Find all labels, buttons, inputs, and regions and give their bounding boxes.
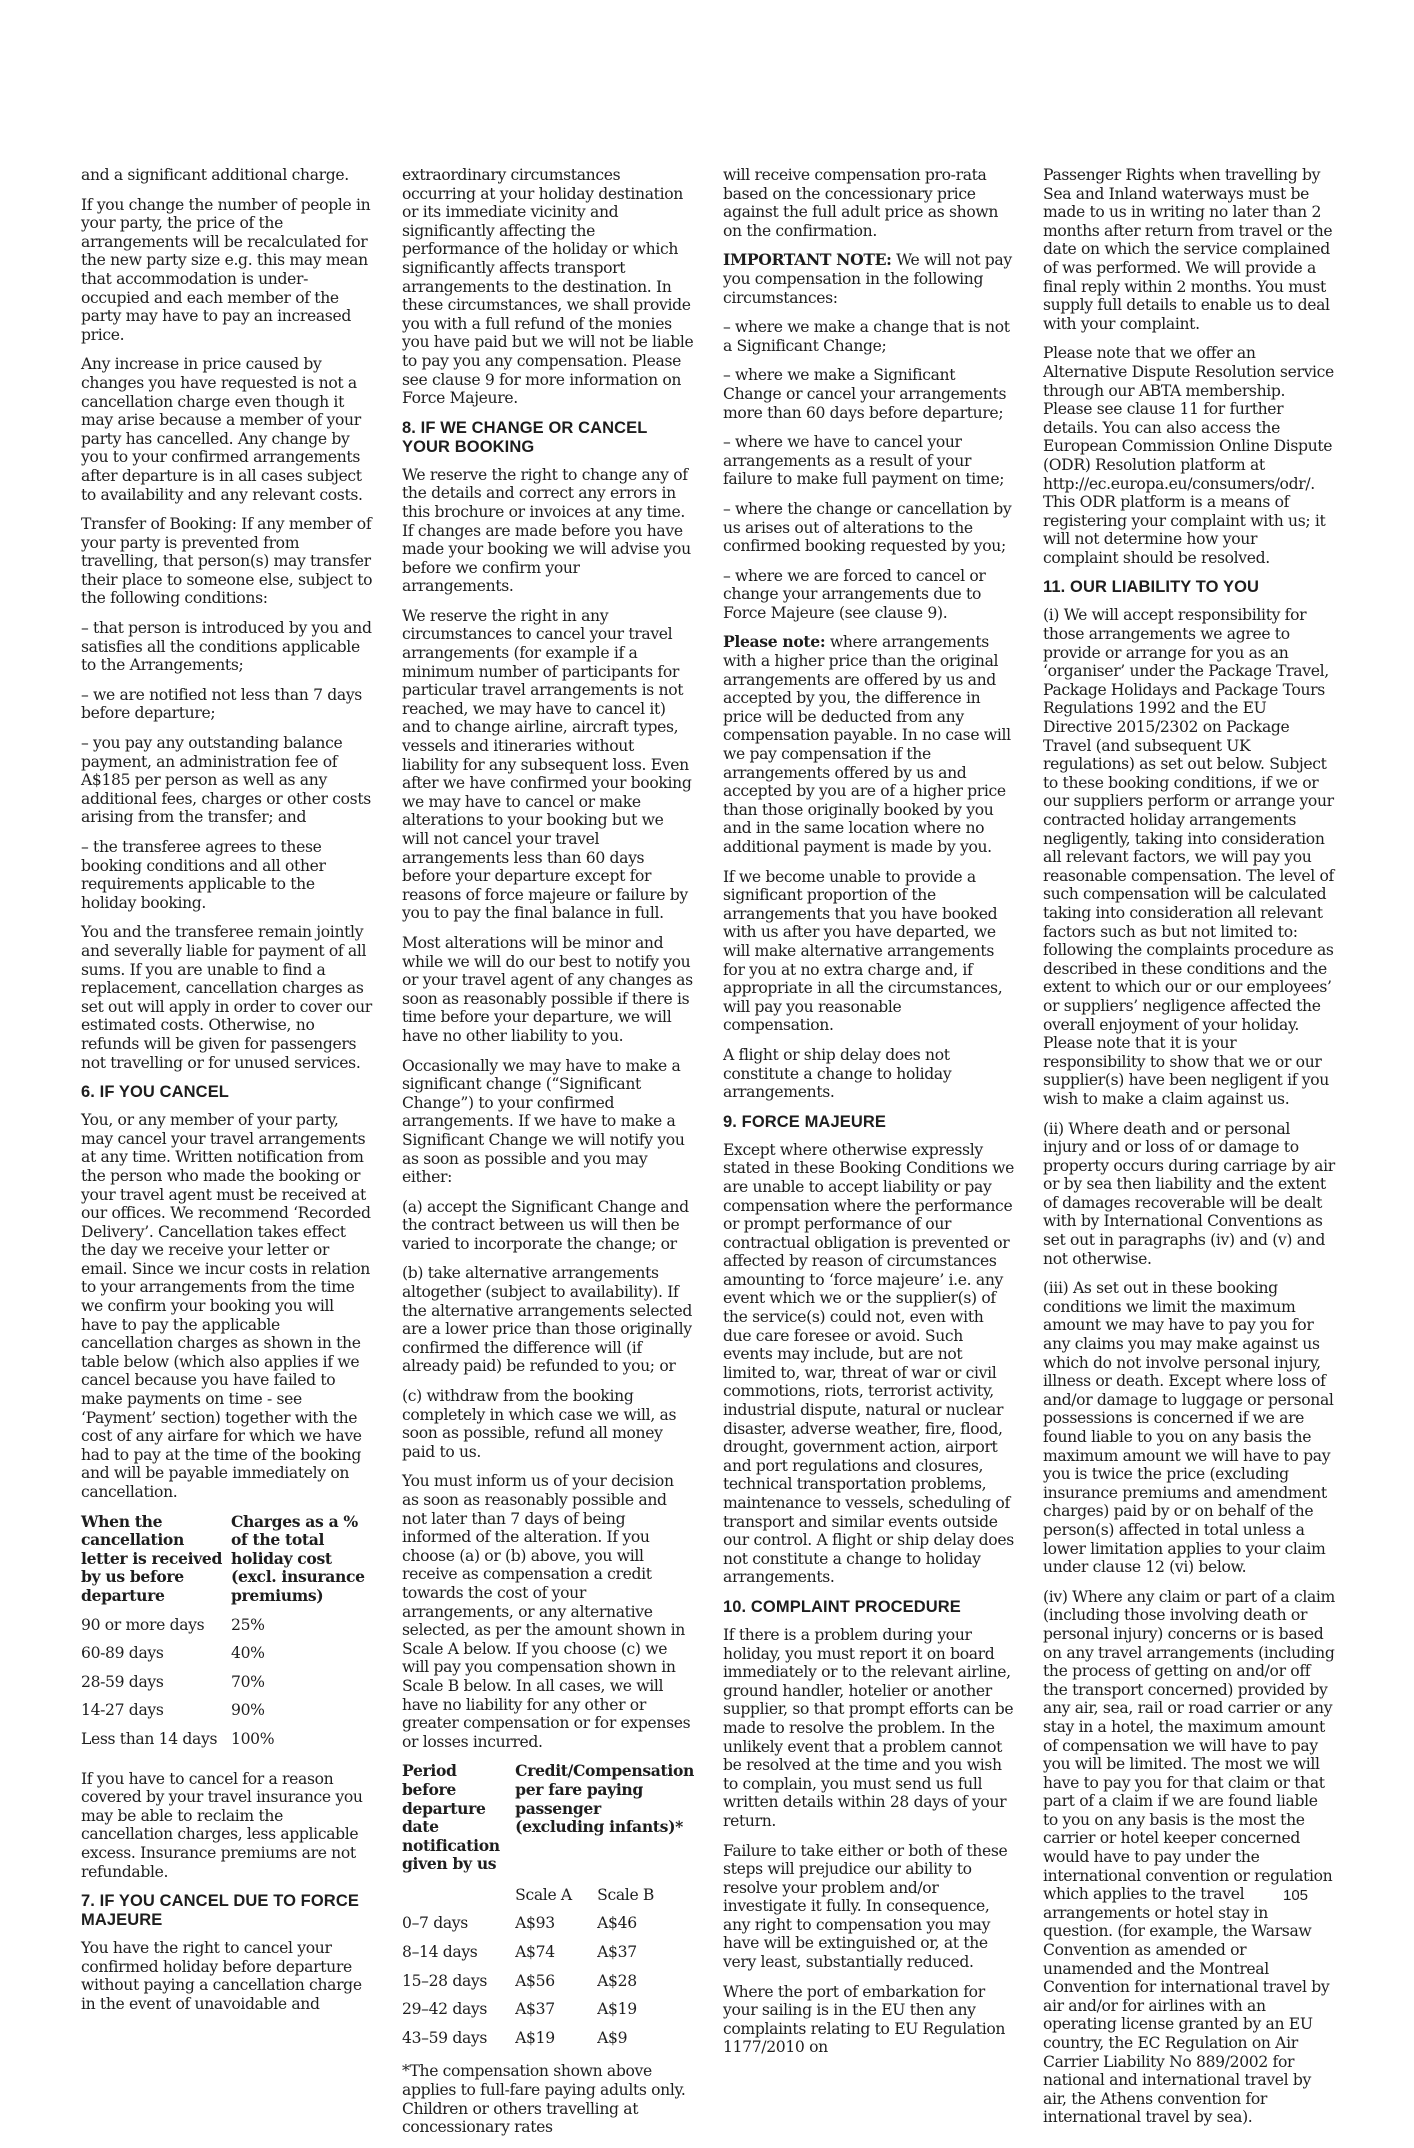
page-number: 105 [1283,1887,1309,1904]
paragraph: will receive compensation pro-rata based on the concessionary price against the full adult price as shown on the confirmation. [723,166,999,240]
table-header: Charges as a % of the total holiday cost (excl. insurance premiums) [231,1511,365,1605]
table-header: When the cancellation letter is received by us before departure [81,1511,223,1605]
paragraph: extraordinary circumstances occurring at your holiday destination or its immediate vicinity and significantly affecting the performance of the holiday or which significantly affects transport arrangements to the destination. In these circumstances, we shall provide you with a full refund of the monies you have paid but we will not be liable to pay you any compensation. Please see clause 9 for more information on Force Majeure. [402,166,694,408]
table-cell: A$93 [515,1914,555,1933]
table-cell: 100% [231,1729,275,1748]
paragraph: Passenger Rights when travelling by Sea and Inland waterways must be made to us in writing no later than 2 months after return from travel or the date on which the service complained of was performed. We will provide a final reply within 2 months. You must supply full details to enable us to deal with your complaint. [1043,166,1333,333]
column-4 [1043,166,1335,2138]
table-row [402,1943,694,1972]
paragraph [723,251,1015,307]
paragraph: You, or any member of your party, may cancel your travel arrangements at any time. Written notification from the person who made the booking or your travel agent must be received at our offices. We recommend ‘Recorded Delivery’. Cancellation takes effect the day we receive your letter or email. Since we incur costs in relation to your arrangements from the time we confirm your booking you will have to pay the applicable cancellation charges as shown in the table below (which also applies if we cancel because you have failed to make payments on time - see ‘Payment’ section) together with the cost of any airfare for which we have had to pay at the time of the booking and will be payable immediately on cancellation. [81,1111,371,1501]
paragraph: If you change the number of people in your party, the price of the arrangements will be recalculated for the new party size e.g. this may mean that accommodation is under-occupied and each member of the party may have to pay an increased price. [81,195,371,344]
paragraph: – you pay any outstanding balance payment, an administration fee of A$185 per person as well as any additional fees, charges or other costs arising from the transfer; and [81,734,371,827]
table-cell: 15–28 days [402,1971,488,1990]
table-row [81,1730,373,1759]
table-cell: 60-89 days [81,1644,164,1663]
table-header: Credit/Compensation per fare paying passenger (excluding infants)* [515,1761,694,1837]
scale-b-label: Scale B [597,1885,655,1904]
paragraph: – we are notified not less than 7 days before departure; [81,685,362,723]
table-cell: 43–59 days [402,2028,488,2047]
paragraph: (a) accept the Significant Change and the contract between us will then be varied to incorporate the change; or [402,1197,689,1253]
table-cell: A$37 [597,1943,637,1962]
table-cell: 90 or more days [81,1615,205,1634]
column-1 [81,166,373,2024]
table-cell: A$9 [597,2028,628,2047]
paragraph: and a significant additional charge. [81,166,349,184]
paragraph: – the transferee agrees to these booking conditions and all other requirements applicable to the holiday booking. [81,838,326,912]
paragraph: Most alterations will be minor and while we will do our best to notify you or your travel agent of any changes as soon as reasonably possible if there is time before your departure, we will have no other liability to you. [402,933,693,1045]
paragraph: – where we make a change that is not a Significant Change; [723,318,1010,355]
table-cell: A$19 [515,2028,555,2047]
important-note-label: IMPORTANT NOTE: [723,250,892,270]
paragraph: – that person is introduced by you and satisfies all the conditions applicable to the Arrangements; [81,619,372,675]
paragraph-text: where arrangements with a higher price than the original arrangements are offered by us and accepted by you, the difference in price will be deducted from any compensation payable. In no case will we pay compensation if the arrangements offered by us and accepted by you are of a higher price than those originally booked by you and in the same location where no additional payment is made by you. [723,633,1011,856]
cancellation-charges-table [81,1513,373,1759]
paragraph: You must inform us of your decision as soon as reasonably possible and not later than 7 days of being informed of the alteration. If you choose (a) or (b) above, you will receive as compensation a credit towards the cost of your arrangements, or any alternative selected, as per the amount shown in Scale A below. If you choose (c) we will pay you compensation shown in Scale B below. In all cases, we will have no liability for any other or greater compensation or for expenses or losses incurred. [402,1472,691,1751]
paragraph: Any increase in price caused by changes you have requested is not a cancellation charge even though it may arise because a member of your party has cancelled. Any change by you to your confirmed arrangements after departure is in all cases subject to availability and any relevant costs. [81,355,363,504]
paragraph: – where the change or cancellation by us arises out of alterations to the confirmed booking requested by you; [723,499,1012,556]
paragraph: If there is a problem during your holiday, you must report it on board immediately or to the relevant airline, ground handler, hotelier or another supplier, so that prompt efforts can be made to resolve the problem. In the unlikely event that a problem cannot be resolved at the time and you wish to complain, you must send us full written details within 28 days of your return. [723,1625,1014,1830]
section-heading-10: 10. COMPLAINT PROCEDURE [723,1597,961,1616]
paragraph: (c) withdraw from the booking completely in which case we will, as soon as possible, refund all money paid to us. [402,1387,677,1461]
table-cell: 90% [231,1701,265,1720]
please-note-label: Please note: [723,632,826,652]
paragraph: – where we are forced to cancel or change your arrangements due to Force Majeure (see clause 9). [723,566,986,622]
section-heading-8: 8. IF WE CHANGE OR CANCEL YOUR BOOKING [402,418,648,456]
table-cell: 8–14 days [402,1943,478,1962]
paragraph: (iii) As set out in these booking conditions we limit the maximum amount we may have to pay you for any claims you may make against us which do not involve personal injury, illness or death. Except where loss of and/or damage to luggage or personal possessions is concerned if we are found liable to you on any basis the maximum amount we will have to pay you is twice the price (excluding insurance premiums and amendment charges) paid by or on behalf of the person(s) affected in total unless a lower limitation applies to your claim under clause 12 (vi) below. [1043,1279,1334,1577]
paragraph: – where we have to cancel your arrangements as a result of your failure to make full payment on time; [723,433,1005,489]
table-row [81,1701,373,1730]
paragraph: We reserve the right to change any of the details and correct any errors in this brochure or invoices at any time. If changes are made before you have made your booking we will advise you before we confirm your arrangements. [402,465,691,596]
column-2 [402,166,694,2148]
paragraph: (iv) Where any claim or part of a claim (including those involving death or personal injury) concerns or is based on any travel arrangements (including the process of getting on and/or off the transport concerned) provided by any air, sea, rail or road carrier or any stay in a hotel, the maximum amount of compensation we will have to pay you will be limited. The most we will have to pay you for that claim or that part of a claim if we are found liable to you on any basis is the most the carrier or hotel keeper concerned would have to pay under the international convention or regulation which applies to the travel arrangements or hotel stay in question. (for example, the Warsaw Convention as amended or unamended and the Montreal Convention for international travel by air and/or for airlines with an operating license granted by an EU country, the EC Regulation on Air Carrier Liability No 889/2002 for national and international travel by air, the Athens convention for international travel by sea). [1043,1587,1335,2127]
table-cell: 40% [231,1644,265,1663]
table-cell: 29–42 days [402,2000,488,2019]
paragraph: You and the transferee remain jointly and severally liable for payment of all sums. If you are unable to find a replacement, cancellation charges as set out will apply in order to cover our estimated costs. Otherwise, no refunds will be given for passengers not travelling or for unused services. [81,923,372,1072]
table-cell: 70% [231,1672,265,1691]
paragraph: If you have to cancel for a reason covered by your travel insurance you may be able to reclaim the cancellation charges, less applicable excess. Insurance premiums are not refundable. [81,1769,363,1881]
paragraph: We reserve the right in any circumstances to cancel your travel arrangements (for example if a minimum number of participants for particular travel arrangements is not reached, we may have to cancel it) and to change airline, aircraft types, vessels and itineraries without liability for any subsequent loss. Even after we have confirmed your booking we may have to cancel or make alterations to your booking but we will not cancel your travel arrangements less than 60 days before your departure except for reasons of force majeure or failure by you to pay the final balance in full. [402,606,692,923]
paragraph: (b) take alternative arrangements altogether (subject to availability). If the alternative arrangements selected are a lower price than those originally confirmed the difference will (if already paid) be refunded to you; or [402,1264,693,1376]
paragraph: You have the right to cancel your confirmed holiday before departure without paying a cancellation charge in the event of unavoidable and [81,1939,362,2013]
table-cell: Less than 14 days [81,1729,218,1748]
section-heading-11: 11. OUR LIABILITY TO YOU [1043,578,1260,597]
table-row [81,1616,373,1645]
paragraph [723,633,1015,856]
paragraph: Occasionally we may have to make a significant change (“Significant Change”) to your confirmed arrangements. If we have to make a Significant Change we will notify you as soon as possible and you may either: [402,1056,685,1187]
paragraph: Transfer of Booking: If any member of your party is prevented from travelling, that person(s) may transfer their place to someone else, subject to the following conditions: [81,515,373,608]
column-3 [723,166,1015,2068]
table-cell: 28-59 days [81,1672,164,1691]
table-cell: 0–7 days [402,1914,468,1933]
paragraph: Where the port of embarkation for your sailing is in the EU then any complaints relating to EU Regulation 1177/2010 on [723,1982,1006,2057]
table-cell: A$37 [515,2000,555,2019]
section-heading-6: 6. IF YOU CANCEL [81,1083,229,1102]
paragraph: Please note that we offer an Alternative Dispute Resolution service through our ABTA membership. Please see clause 11 for further details. You can also access the European Commission Online Dispute (ODR) Resolution platform at http://ec.europa.eu/consumers/odr/. This ODR platform is a means of registering your complaint with us; it will not determine how your complaint should be resolved. [1043,344,1334,567]
table-cell: A$28 [597,1971,637,1990]
section-heading-7: 7. IF YOU CANCEL DUE TO FORCE MAJEURE [81,1892,359,1930]
paragraph: Except where otherwise expressly stated in these Booking Conditions we are unable to accept liability or pay compensation where the performance or prompt performance of our contractual obligation is prevented or affected by reason of circumstances amounting to ‘force majeure’ i.e. any event which we or the supplier(s) of the service(s) could not, even with due care foresee or avoid. Such events may include, but are not limited to, war, threat of war or civil commotions, riots, terrorist activity, industrial dispute, natural or nuclear disaster, adverse weather, fire, flood, drought, government action, airport and port regulations and closures, technical transportation problems, maintenance to vessels, scheduling of transport and similar events outside our control. A flight or ship delay does not constitute a change to holiday arrangements. [723,1140,1014,1587]
table-row [81,1644,373,1673]
table-cell: A$46 [597,1914,637,1933]
table-cell: A$19 [597,2000,637,2019]
paragraph: Failure to take either or both of these steps will prejudice our ability to resolve your problem and/or investigate it fully. In consequence, any right to compensation you may have will be extinguished or, at the very least, substantially reduced. [723,1841,1008,1972]
table-row [81,1673,373,1702]
compensation-table [402,1762,694,2057]
paragraph: (i) We will accept responsibility for those arrangements we agree to provide or arrange for you as an ‘organiser’ under the Package Travel, Package Holidays and Package Tours Regulations 1992 and the EU Directive 2015/2302 on Package Travel (and subsequent UK regulations) as set out below. Subject to these booking conditions, if we or our suppliers perform or arrange your contracted holiday arrangements negligently, taking into consideration all relevant factors, we will pay you reasonable compensation. The level of such compensation will be calculated taking into consideration all relevant factors such as but not limited to: following the complaints procedure as described in these conditions and the extent to which our or our employees’ or suppliers’ negligence affected the overall enjoyment of your holiday. Please note that it is your responsibility to show that we or our supplier(s) have been negligent if you wish to make a claim against us. [1043,606,1334,1108]
paragraph-text: We will not pay you compensation in the following circumstances: [723,251,1012,307]
paragraph: – where we make a Significant Change or cancel your arrangements more than 60 days before departure; [723,366,1007,422]
scale-a-label: Scale A [515,1885,572,1904]
paragraph: *The compensation shown above applies to full-fare paying adults only. Children or others travelling at concessionary rates [402,2062,686,2137]
table-header: Period before departure date notification given by us [402,1761,500,1874]
section-heading-9: 9. FORCE MAJEURE [723,1112,886,1131]
table-row [402,1972,694,2001]
table-row [402,2000,694,2029]
table-cell: 14-27 days [81,1701,164,1720]
paragraph: If we become unable to provide a significant proportion of the arrangements that you have booked with us after you have departed, we will make alternative arrangements for you at no extra charge and, if appropriate in all the circumstances, will pay you reasonable compensation. [723,867,1003,1035]
paragraph: (ii) Where death and or personal injury and or loss of or damage to property occurs during carriage by air or by sea then liability and the extent of damages recoverable will be dealt with by International Conventions as set out in paragraphs (iv) and (v) and not otherwise. [1043,1119,1335,1268]
table-row [402,2029,694,2058]
table-cell: A$74 [515,1943,555,1962]
table-row [402,1914,694,1943]
table-cell: 25% [231,1615,265,1634]
paragraph: A flight or ship delay does not constitute a change to holiday arrangements. [723,1045,952,1102]
table-cell: A$56 [515,1971,555,1990]
